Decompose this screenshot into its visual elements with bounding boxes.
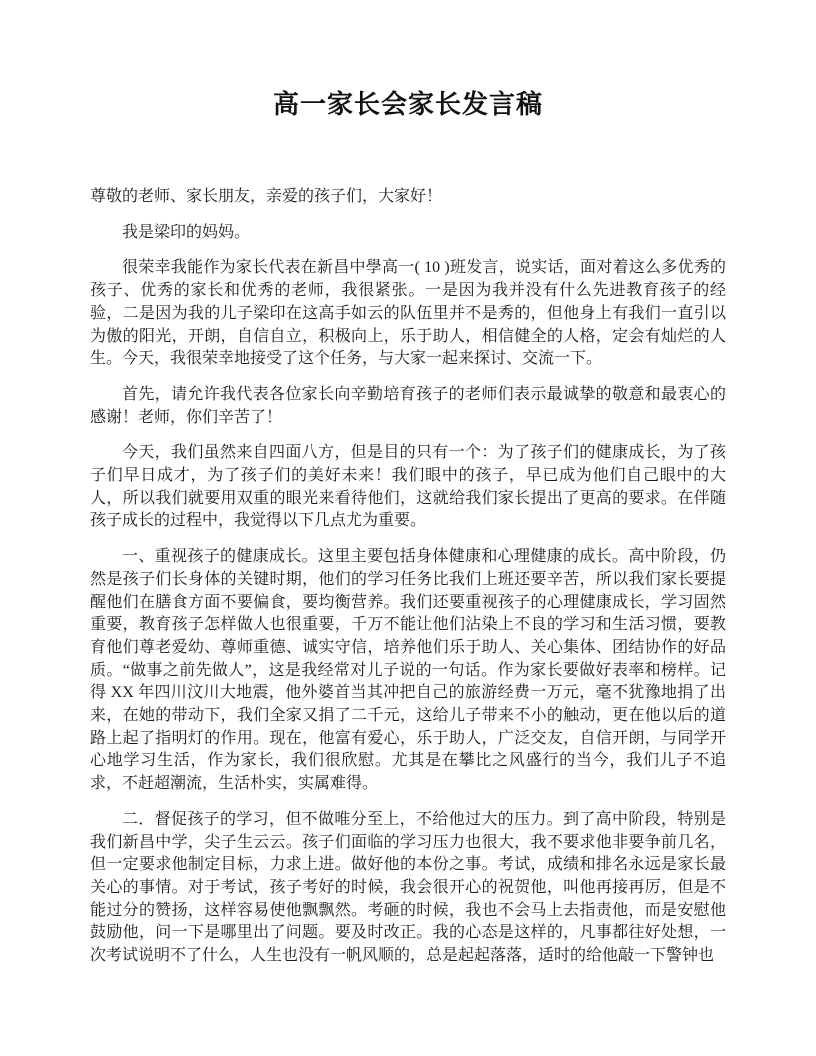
paragraph-thanks-to-teachers: 首先，请允许我代表各位家长向辛勤培育孩子的老师们表示最诚挚的敬意和最衷心的感谢！老师，你们辛苦了！ [90, 385, 726, 426]
paragraph-opening: 很荣幸我能作为家长代表在新昌中學高一( 10 )班发言，说实话，面对着这么多优秀的孩子、优秀的家长和优秀的老师，我很紧张。一是因为我并没有什么先进教育孩子的经验，二是因为我的儿子梁印在这高手如云的队伍里并不是秀的，但他身上有我们一直引以为傲的阳光，开朗，自信自立，积极向上，乐于助人，相信健全的人格，定会有灿烂的人生。今天，我很荣幸地接受了这个任务，与大家一起来探讨、交流一下。 [90, 259, 726, 368]
document-title: 高一家长会家长发言稿 [272, 90, 543, 119]
paragraph-point-one-healthy-growth: 一、重视孩子的健康成长。这里主要包括身体健康和心理健康的成长。高中阶段，仍然是孩子们长身体的关键时期，他们的学习任务比我们上班还要辛苦，所以我们家长要提醒他们在膳食方面不要偏食，要均衡营养。我们还要重视孩子的心理健康成长，学习固然重要，教育孩子怎样做人也很重要，千万不能让他们沾染上不良的学习和生活习惯，要教育他们尊老爱幼、尊师重德、诚实守信，培养他们乐于助人、关心集体、团结协作的好品质。“做事之前先做人”，这是我经常对儿子说的一句话。作为家长要做好表率和榜样。记得 XX 年四川汶川大地震，他外婆首当其冲把自己的旅游经费一万元，毫不犹豫地捐了出来，在她的带动下，我们全家又捐了二千元，这给儿子带来不小的触动，更在他以后的道路上起了指明灯的作用。现在，他富有爱心，乐于助人，广泛交友，自信开朗，与同学开心地学习生活，作为家长，我们很欣慰。尤其是在攀比之风盛行的当今，我们儿子不追求，不赶超潮流，生活朴实，实属难得。 [90, 548, 726, 793]
paragraph-self-introduction: 我是梁印的妈妈。 [122, 223, 251, 241]
paragraph-greeting: 尊敬的老师、家长朋友，亲爱的孩子们，大家好！ [90, 188, 443, 205]
paragraph-common-purpose: 今天，我们虽然来自四面八方，但是目的只有一个：为了孩子们的健康成长，为了孩子们早日成才，为了孩子们的美好未来！我们眼中的孩子，早已成为他们自己眼中的大人，所以我们就要用双重的眼光来看待他们，这就给我们家长提出了更高的要求。在伴随孩子成长的过程中，我觉得以下几点尤为重要。 [90, 444, 726, 530]
paragraph-point-two-supervise-study: 二．督促孩子的学习，但不做唯分至上，不给他过大的压力。到了高中阶段，特别是我们新昌中学，尖子生云云。孩子们面临的学习压力也很大，我不要求他非要争前几名，但一定要求他制定目标，力求上进。做好他的本份之事。考试，成绩和排名永远是家长最关心的事情。对于考试，孩子考好的时候，我会很开心的祝贺他，叫他再接再厉，但是不能过分的赞扬，这样容易使他飘飘然。考砸的时候，我也不会马上去指责他，而是安慰他鼓励他，问一下是哪里出了问题。要及时改正。我的心态是这样的，凡事都往好处想，一次考试说明不了什么，人生也没有一帆风顺的，总是起起落落，适时的给他敲一下警钟也 [90, 810, 726, 965]
